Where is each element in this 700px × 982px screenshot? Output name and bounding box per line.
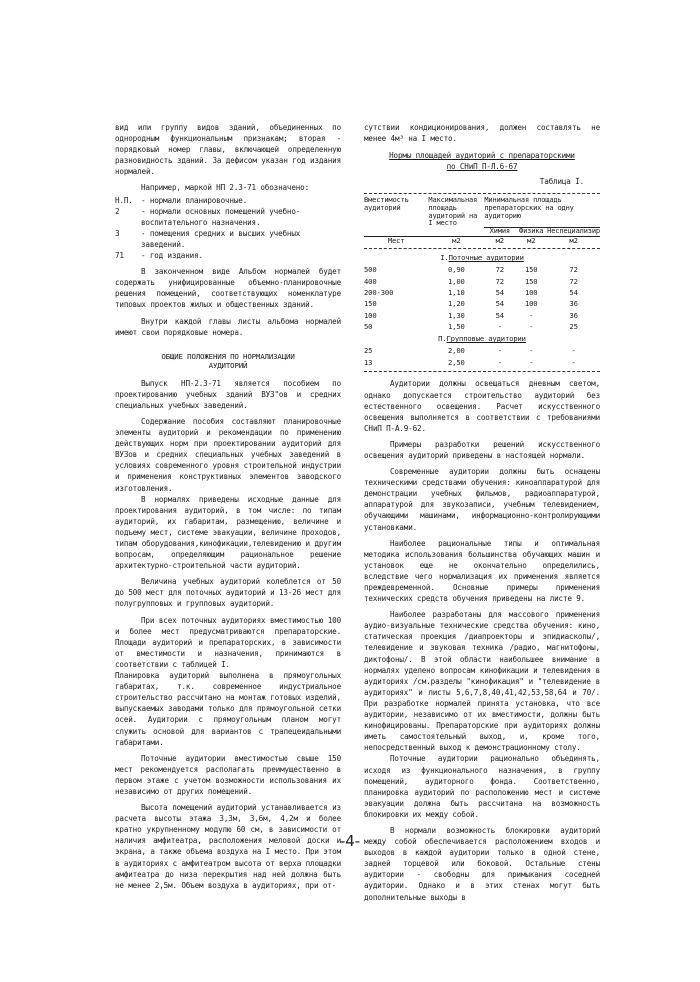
table-row [364,310,600,321]
table-row [364,265,600,276]
definition-value: - помещения средних и высших учебных заведений. [141,228,301,249]
cell-physics: 100 [524,299,538,309]
paragraph: Величина учебных аудиторий колеблется от 50 до 500 мест для поточных аудиторий и 13-26 мест для полугрупповых и групповых аудиторий. [115,577,341,609]
paragraph: Аудитории должны освещаться дневным светом, однако допускается строительство аудиторий без естественного освещения. Расчет искусственного освещения выполняется в соответствии с требованиями СНиП П-А.9-62. [364,379,600,433]
table-row [364,357,600,368]
paragraph: Выпуск НП-2.3-71 является пособием по проектированию учебных зданий ВУЗ"ов и средних специальных учебных заведений. [115,378,341,410]
definition-item [115,250,341,261]
cell-physics: 150 [524,276,538,286]
cell-nonspecialized: 25 [569,322,578,332]
definition-item [115,195,341,206]
paragraph: Содержание пособия составляют планировочные элементы аудиторий и рекомендации по применению действующих норм при проектировании аудиторий для ВУЗов и средних специальных учебных заведений в условиях современного уровня строительной индустрии и применения конструктивных элементов заводского изготовления. [115,416,341,493]
table-rule [364,248,600,249]
cell-chemistry: - [497,346,502,356]
cell-nonspecialized: - [571,346,576,356]
cell-capacity: 13 [364,357,373,367]
cell-capacity: 50 [364,322,373,332]
page-number: -4- [339,832,361,850]
header-chemistry: Химия [484,228,515,237]
cell-max-area: 2,00 [447,346,465,356]
cell-nonspecialized: - [571,357,576,367]
paragraph: Например, маркой НП 2.3-71 обозначено: [141,183,310,193]
section-title: Групповые аудитории [446,334,526,344]
table-section-title [364,333,600,345]
table-bottom-rule [364,371,600,372]
paragraph: Наиболее разработаны для массового применения аудио-визуальные технические средства обучения: кино, статическая проекция /диапроекторы и эпидиаскопы/, телевидение и звуковая техника /радио, магнитофоны, диктофоны/. В этой области наибольшее внимание в нормалях уделено вопросам кинофикации и телевидения в аудиториях /см.разделы "кинофикация" и "телевидение в аудиториях" и листы 5,6,7,8,40,41,42,53,58,64 и 70/. При разработке нормалей принята установка, что все аудитории, независимо от их вместимости, должны быть кинофицированы. Препараторские при аудиториях должны иметь самостоятельный выход, и, кроме того, непосредственный выход к демонстрационному столу. [364,610,600,753]
section-title: Поточные аудитории [448,253,524,263]
cell-capacity: 150 [364,299,377,309]
paragraph: Поточные аудитории вместимостью свыше 150 мест рекомендуется располагать преимущественно в первом этаже с учетом возможности использования их независимо от других помещений. [115,753,341,796]
unit-cell: м2 [428,236,484,245]
definition-item [115,228,341,250]
header-max-area: Максимальная площадь аудиторий на I место [428,196,478,228]
table-row [364,322,600,333]
definition-item [115,206,341,228]
table-header-row [364,197,600,227]
paragraph: В нормали возможность блокировки аудиторий между собой обеспечивается расположением входов и выходов в каждой аудитории только в одной стене, задней торцевой или боковой. Остальные стены аудитории - свободны для примыкания соседней аудитории. Однако и в этих стенах могут быть дополнительные выходы в [364,825,600,902]
section-number: П. [438,334,447,344]
cell-max-area: 0,90 [447,265,465,275]
section-heading-line: АУДИТОРИЙ [208,360,248,370]
paragraph: В законченном виде Альбом нормалей будет содержать унифицированные объемно-планировочные решения помещений, соответствующих номенклатуре типовых проектов жилых и общественных зданий. [115,267,341,310]
header-capacity: Вместимость аудиторий [364,196,409,213]
table-row [364,346,600,357]
definition-key: 3 [115,228,120,238]
cell-max-area: 2,50 [447,357,465,367]
paragraph: При всех поточных аудиториях вместимостью 100 и более мест предусматриваются препараторские. Площади аудиторий и препараторских, в зависимости от вместимости и назначения, принимаются в соответствии с таблицей I. [115,615,341,669]
cell-chemistry: 54 [495,310,504,320]
table-units-row [364,236,600,245]
cell-physics: - [529,310,534,320]
paragraph: вид или группу видов зданий, объединенных по однородным функциональным признакам; вторая - порядковый номер главы, включающей определенную разновидность зданий. За дефисом указан год издания нормалей. [115,123,341,177]
table-top-rule [364,193,600,194]
cell-chemistry: 72 [495,265,504,275]
section-number: I. [440,253,449,263]
cell-capacity: 400 [364,276,377,286]
cell-physics: - [529,346,534,356]
cell-nonspecialized: 36 [569,310,578,320]
right-column [364,122,600,908]
paragraph: В нормалях приведены исходные данные для проектирования аудиторий, в том числе: по типам аудиторий, их габаритам, размещению, величине и подъему мест, системе эвакуации, величине проходов, типам оборудования,кинофикации,телевидению и другим вопросам, определяющим рациональное решение архитектурно-строительной части аудиторий. [115,494,341,571]
cell-nonspecialized: 72 [569,276,578,286]
cell-capacity: 25 [364,346,373,356]
table-section-title [364,252,600,264]
paragraph: сутствии кондиционирования, должен составлять не менее 4м³ на I место. [364,123,600,144]
cell-physics: 100 [524,288,538,298]
table-caption [364,150,600,172]
definition-value: - нормали планировочные. [141,195,248,205]
unit-cell: м2 [547,236,600,245]
table-row [364,288,600,299]
cell-chemistry: 54 [495,288,504,298]
header-nonspecialized: Неспециализир [547,227,600,236]
section-heading [115,352,341,370]
definition-value: - год издания. [141,251,203,261]
cell-physics: - [529,357,534,367]
area-norms-table [364,197,600,368]
cell-max-area: 1,20 [447,299,465,309]
unit-cell: м2 [515,236,547,245]
definition-key: 2 [115,206,120,216]
cell-max-area: 1,10 [447,288,465,298]
paragraph: Поточные аудитории рационально объединять, исходя из функционального назначения, в группу помещений, аудиторного фонда. Соответственно, планировка аудиторий по расположению мест и системе эвакуации должна быть рассчитана на возможность блокировки их между собой. [364,754,600,819]
paragraph: Наиболее рациональные типы и оптимальная методика использования большинства обучающих машин и установок еще не окончательно определились, вследствие чего нормализация их применения является преждевременной. Основные примеры применения технических средств обучения приведены на листе 9. [364,538,600,604]
cell-chemistry: 54 [495,299,504,309]
definition-key: Н.П. [115,195,133,205]
cell-capacity: 100 [364,310,377,320]
section-heading-line: ОБЩИЕ ПОЛОЖЕНИЯ ПО НОРМАЛИЗАЦИИ [161,351,295,361]
unit-cell: Мест [364,236,428,245]
table-caption-line: по СНиП П-Л.6-67 [446,162,518,172]
definition-key: 71 [115,251,124,261]
header-min-prep-area: Минимальная площадь препараторских на одну аудиторию [484,196,574,220]
definition-value: - нормали основных помещений учебно-воспитательного назначения. [141,206,301,227]
paragraph: Примеры разработки решений искусственного освещения аудиторий приведены в настоящей нормали. [364,439,600,460]
cell-capacity: 500 [364,265,377,275]
table-row [364,299,600,310]
cell-capacity: 200-300 [364,288,394,298]
table-caption-line: Нормы площадей аудиторий с препараторскими [389,151,575,161]
paragraph: Современные аудитории должны быть оснащены техническими средствами обучения: киноаппаратурой для демонстрации учебных фильмов, радиоаппаратурой, аппаратурой для звукозаписи, учебным телевидением, обучающими машинами, информационно-контролирующими установками. [364,467,600,532]
table-row [364,276,600,287]
paragraph: Внутри каждой главы листы альбома нормалей имеют свои порядковые номера. [115,316,341,337]
table-number: Таблица I. [539,177,584,187]
cell-max-area: 1,00 [447,276,465,286]
cell-chemistry: - [497,322,502,332]
cell-max-area: 1,30 [447,310,465,320]
cell-nonspecialized: 54 [569,288,578,298]
left-column [115,122,341,896]
header-physics: Физика [515,228,547,237]
cell-nonspecialized: 36 [569,299,578,309]
cell-physics: - [529,322,534,332]
unit-cell: м2 [484,236,515,245]
cell-chemistry: - [497,357,502,367]
paragraph: Высота помещений аудиторий устанавливается из расчета высоты этажа 3,3м, 3,6м, 4,2м и более кратно укрупненному модулю 60 см, в зависимости от наличия амфитеатра, расположения меловой доски и экрана, а также объема воздуха на I место. При этом в аудиториях с амфитеатром высота от верха площадки амфитеатра до низа перекрытия над ней должна быть не менее 2,5м. Объем воздуха в аудиториях, при от- [115,803,341,890]
cell-nonspecialized: 72 [569,265,578,275]
cell-physics: 150 [524,265,538,275]
cell-max-area: 1,50 [447,322,465,332]
cell-chemistry: 72 [495,276,504,286]
paragraph: Планировка аудиторий выполнена в прямоугольных габаритах, т.к. современное индустриальное строительство рассчитано на монтаж готовых изделий, выпускаемых заводами только для прямоугольной сетки осей. Аудитории с прямоугольным планом могут служить основой для вариантов с трапецеидальными габаритами. [115,671,341,747]
